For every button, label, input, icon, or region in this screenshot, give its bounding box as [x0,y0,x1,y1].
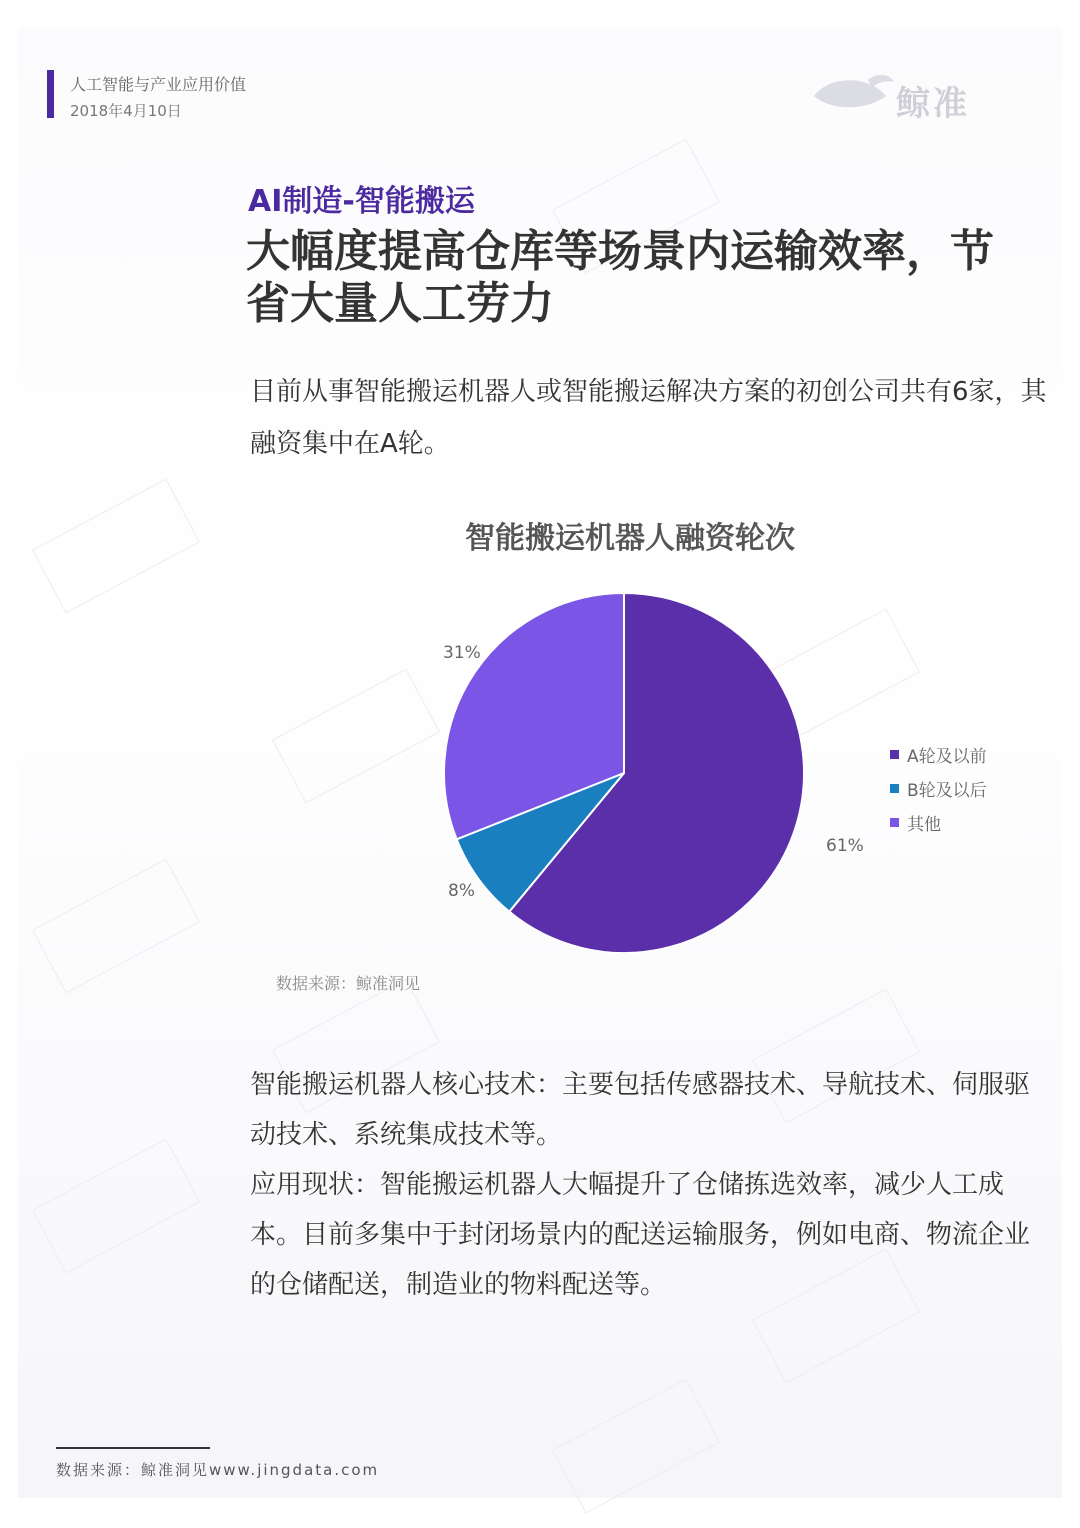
legend-label: B轮及以后 [907,780,987,801]
logo-text: 鲸准 [896,84,970,124]
pie-slice-label: 61% [826,836,864,856]
body-text [250,1060,1050,1310]
legend-item [890,737,987,771]
footer-divider [56,1447,210,1449]
legend-swatch [890,784,899,793]
legend-swatch [890,818,899,827]
pie-slice-label: 8% [448,881,475,901]
chart-legend [890,737,987,839]
core-tech-paragraph: 智能搬运机器人核心技术：主要包括传感器技术、导航技术、伺服驱动技术、系统集成技术等。 [250,1070,1031,1150]
legend-label: A轮及以前 [907,746,987,767]
report-date: 2018年4月10日 [70,102,182,120]
legend-label: 其他 [907,814,941,835]
pie-chart [250,505,1050,1005]
application-paragraph: 应用现状：智能搬运机器人大幅提升了仓储拣选效率，减少人工成本。目前多集中于封闭场景内的配送运输服务，例如电商、物流企业的仓储配送，制造业的物料配送等。 [250,1170,1031,1300]
footer-source: 数据来源：鲸准洞见www.jingdata.com [56,1461,380,1479]
report-title: 人工智能与产业应用价值 [70,75,247,94]
headline: 大幅度提高仓库等场景内运输效率，节省大量人工劳力 [246,226,994,329]
intro-paragraph: 目前从事智能搬运机器人或智能搬运解决方案的初创公司共有6家，其融资集中在A轮。 [250,377,1047,459]
legend-item [890,805,987,839]
legend-swatch [890,750,899,759]
section-label: AI制造-智能搬运 [248,184,475,219]
header-accent-bar [47,70,54,118]
pie-slice-label: 31% [443,643,481,663]
chart-source: 数据来源：鲸准洞见 [276,974,421,993]
legend-item [890,771,987,805]
chart-title: 智能搬运机器人融资轮次 [465,521,795,556]
